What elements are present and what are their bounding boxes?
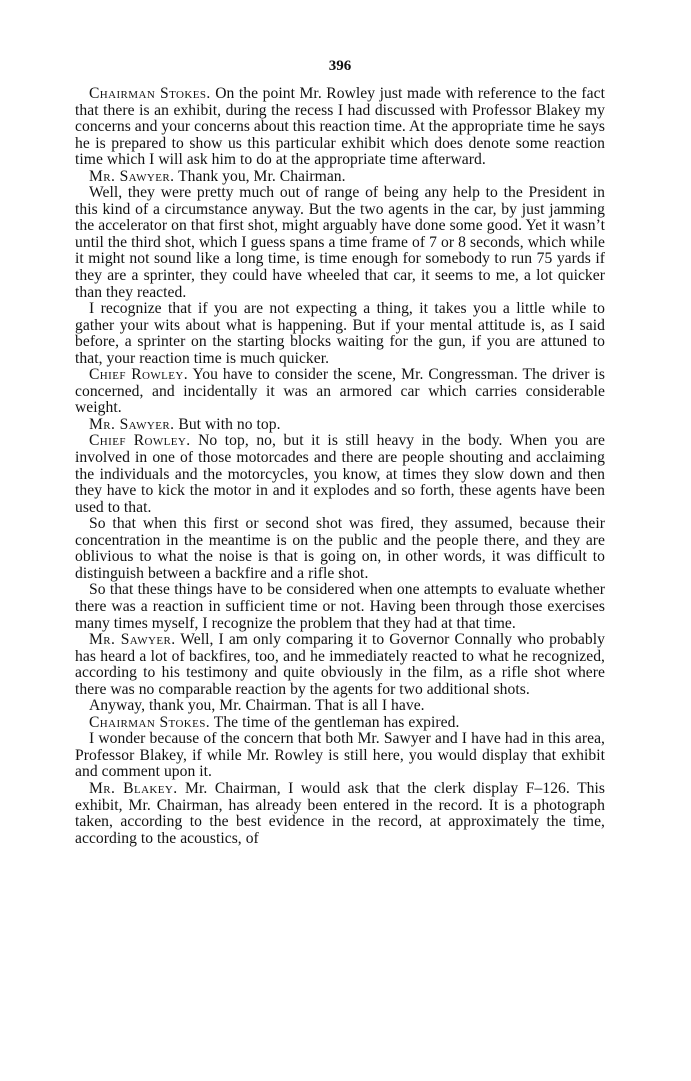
paragraph-text: So that when this first or second shot was fired, they assumed, because their concentration in the meantime is on the public and the people there, and they are oblivious to what the noise is that is going on, in other words, it was difficult to distinguish between a backfire and a rifle shot. [75,515,605,582]
paragraph-text: But with no top. [174,415,281,433]
paragraph-text: No top, no, but it is still heavy in the body. When you are involved in one of those motorcades and there are people shouting and acclaiming the individuals and the motorcycles, you know, at times they slow down and then they have to kick the motor in and it explodes and so forth, these agents have been used to that. [75,432,605,516]
paragraph [75,582,605,632]
paragraph [75,169,605,186]
paragraph-text: I recognize that if you are not expecting a thing, it takes you a little while to gather your wits about what is happening. But if your mental attitude is, as I said before, a sprinter on the starting blocks waiting for the gun, if you are attuned to that, your reaction time is much quicker. [75,300,605,367]
speaker-name: Chairman Stokes. [89,713,211,731]
paragraph-text: The time of the gentleman has expired. [210,713,460,731]
paragraph [75,417,605,434]
speaker-name: Mr. Sawyer. [89,167,175,185]
paragraph [75,632,605,698]
paragraph-text: You have to consider the scene, Mr. Congressman. The driver is concerned, and incidentally it was an armored car which carries considerable weight. [75,366,606,417]
paragraph-text: Anyway, thank you, Mr. Chairman. That is all I have. [89,697,425,715]
paragraph-text: Mr. Chairman, I would ask that the clerk display F–126. This exhibit, Mr. Chairman, has already been entered in the record. It is a photograph taken, according to the best evidence in the record, at approximately the time, according to the acoustics, of [75,779,606,847]
speaker-name: Chief Rowley. [89,432,191,450]
paragraph [75,433,605,516]
paragraph [75,185,605,301]
paragraph [75,367,605,417]
paragraph [75,698,605,715]
document-page [75,57,605,847]
paragraph-text: Well, I am only comparing it to Governor Connally who probably has heard a lot of backfires, too, and he immediately reacted to what he recognized, according to his testimony and quite obviously in the film, as a rifle shot where there was no comparable reaction by the agents for two additional shots. [75,631,605,698]
paragraph [75,516,605,582]
page-number: 396 [328,58,352,74]
paragraph-text: On the point Mr. Rowley just made with reference to the fact that there is an exhibit, during the recess I had discussed with Professor Blakey my concerns and your concerns about this reaction time. At the appropriate time he says he is prepared to show us this particular exhibit which does denote some reaction time which I will ask him to do at the appropriate time afterward. [75,85,605,169]
paragraph [75,301,605,367]
paragraph [75,86,605,169]
paragraph [75,731,605,781]
paragraph-text: I wonder because of the concern that both Mr. Sawyer and I have had in this area, Professor Blakey, if while Mr. Rowley is still here, you would display that exhibit and comment upon it. [75,730,605,781]
speaker-name: Mr. Sawyer. [89,415,175,433]
paragraph [75,781,605,847]
paragraph [75,715,605,732]
paragraph-text: Thank you, Mr. Chairman. [174,167,346,185]
speaker-name: Mr. Sawyer. [89,631,176,649]
paragraph-text: Well, they were pretty much out of range of being any help to the President in this kind of a circumstance anyway. But the two agents in the car, by just jamming the accelerator on that first shot, might arguably have done some good. Yet it wasn’t until the third shot, which I guess spans a time frame of 7 or 8 seconds, which while it might not sound like a long time, is time enough for somebody to run 75 yards if they are a sprinter, they could have wheeled that car, it seems to me, a lot quicker than they reacted. [75,184,605,301]
speaker-name: Mr. Blakey. [89,779,178,797]
speaker-name: Chairman Stokes. [89,85,211,102]
speaker-name: Chief Rowley. [89,366,189,384]
paragraph-text: So that these things have to be considered when one attempts to evaluate whether there was a reaction in sufficient time or not. Having been through those exercises many times myself, I recognize the problem that they had at that time. [75,581,605,632]
